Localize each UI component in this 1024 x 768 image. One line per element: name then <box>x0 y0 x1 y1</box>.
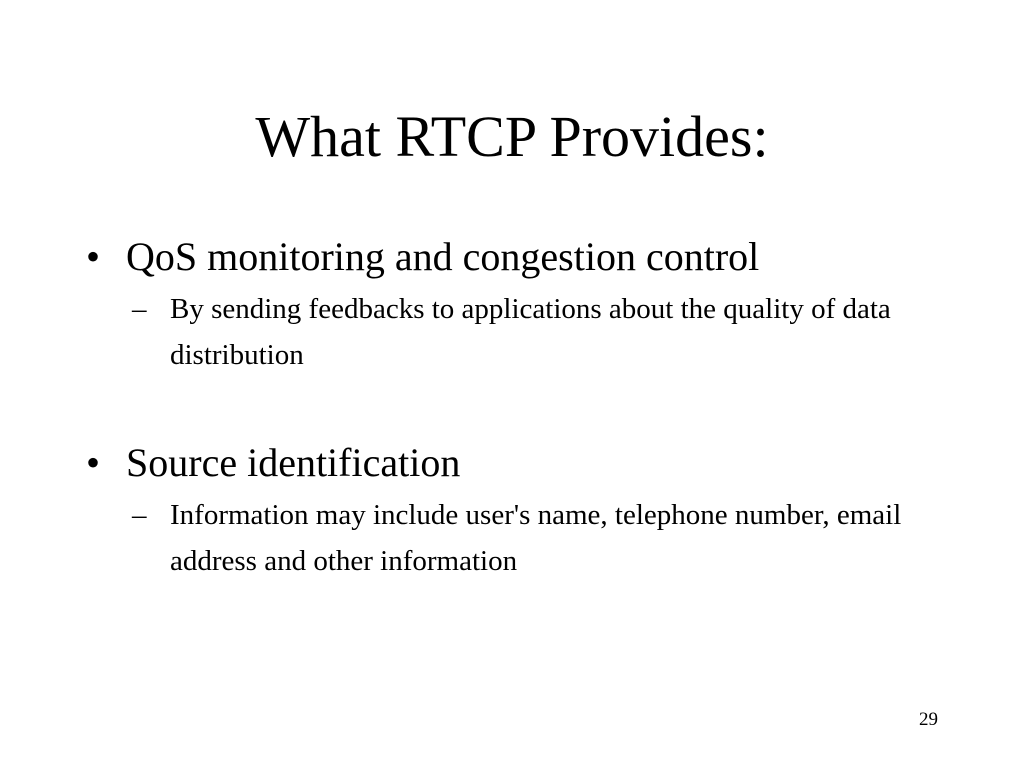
sub-bullet-list <box>132 286 946 378</box>
bullet-dot-icon: • <box>86 440 101 485</box>
dash-icon: – <box>132 499 147 531</box>
sub-bullet-text: Information may include user's name, telephone number, email address and other information <box>170 499 902 577</box>
bullet-list <box>86 230 946 584</box>
bullet-item-qos <box>86 230 946 378</box>
dash-icon: – <box>132 293 147 325</box>
bullet-dot-icon: • <box>86 234 101 279</box>
sub-bullet-list <box>132 492 946 584</box>
bullet-line <box>86 230 946 284</box>
sub-bullet-item <box>132 492 946 584</box>
bullet-line <box>86 436 946 490</box>
slide-title: What RTCP Provides: <box>255 104 769 169</box>
bullet-text: Source identification <box>126 440 461 485</box>
sub-bullet-text: By sending feedbacks to applications about the quality of data distribution <box>170 293 891 371</box>
bullet-text: QoS monitoring and congestion control <box>126 234 760 279</box>
page-number: 29 <box>919 709 938 730</box>
sub-bullet-item <box>132 286 946 378</box>
bullet-item-source-identification <box>86 436 946 584</box>
